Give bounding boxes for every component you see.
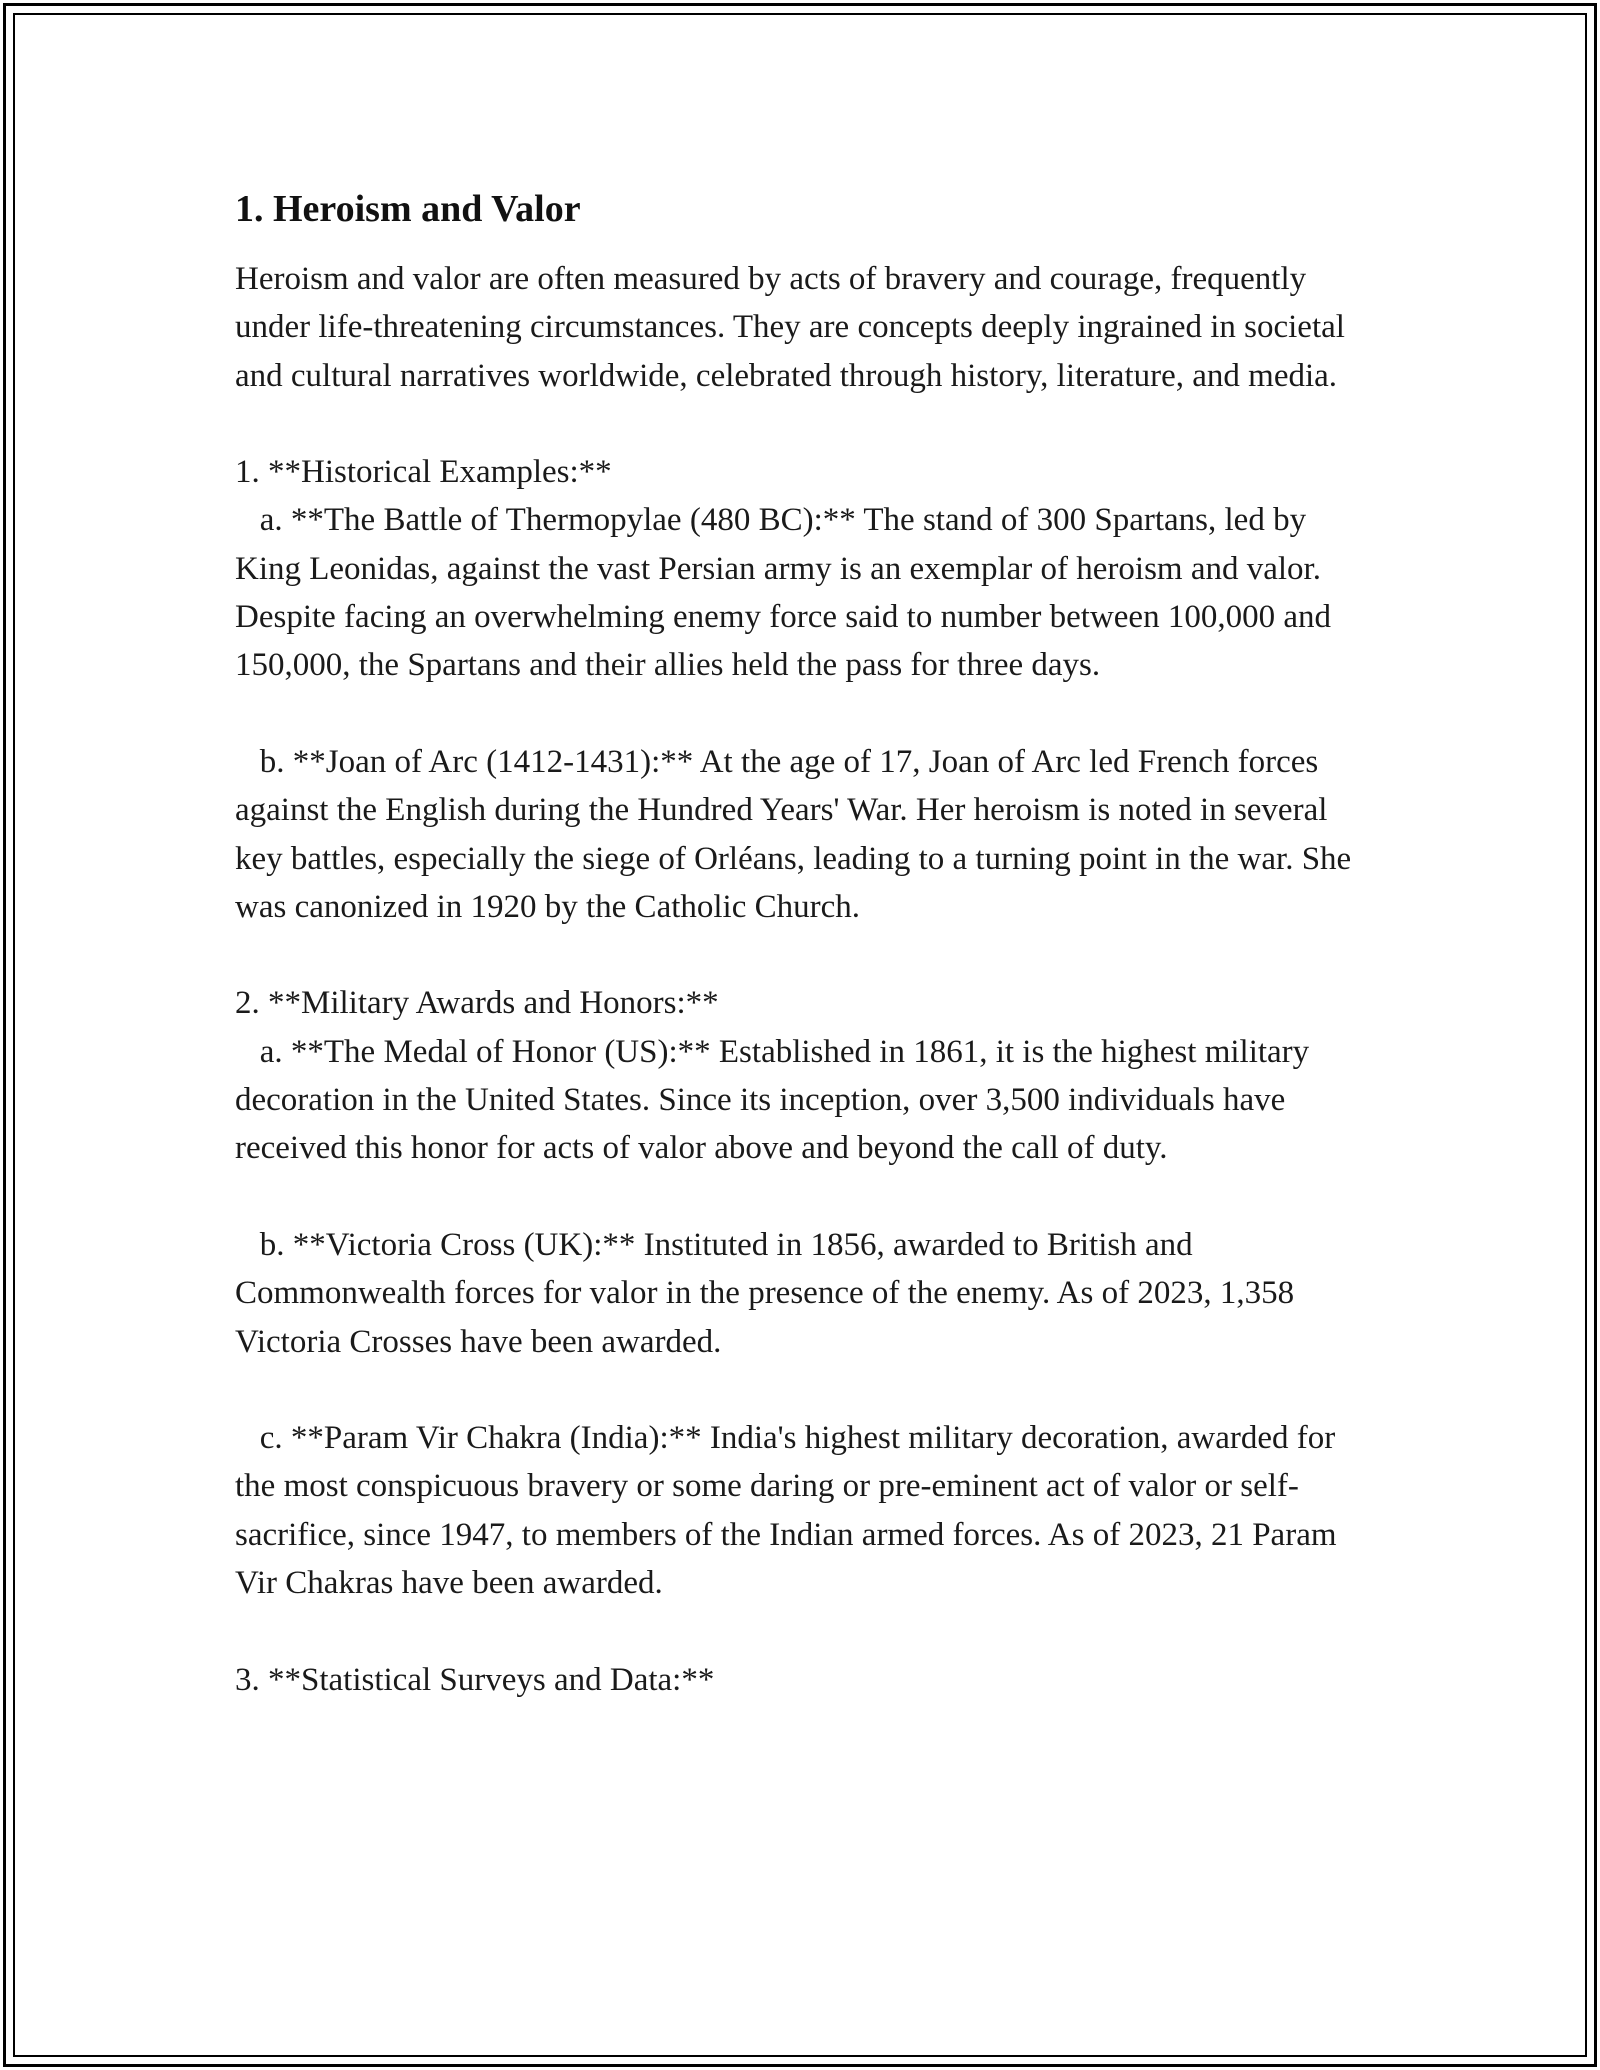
list-item-joan-of-arc: b. **Joan of Arc (1412-1431):** At the age of 17, Joan of Arc led French forces against the English during the Hundred Years' War. Her heroism is noted in several key battles, especially the siege of Orléans, leading to a turning point in the war. She was canonized in 1920 by the Catholic Church.: [235, 743, 1360, 925]
spacer: [235, 1607, 1380, 1655]
spacer: [235, 690, 1380, 738]
list-item-param-vir-chakra: c. **Param Vir Chakra (India):** India's highest military decoration, awarded for the most conspicuous bravery or some daring or pre-eminent act of valor or self-sacrifice, since 1947, to members of the Indian armed forces. As of 2023, 21 Param Vir Chakras have been awarded.: [235, 1420, 1345, 1602]
spacer: [235, 1173, 1380, 1221]
spacer: [235, 931, 1380, 979]
military-awards-heading: 2. **Military Awards and Honors:**: [235, 985, 719, 1022]
spacer: [235, 1366, 1380, 1414]
document-body: [235, 185, 1380, 1704]
list-item-thermopylae: a. **The Battle of Thermopylae (480 BC):** The stand of 300 Spartans, led by King Leonidas, against the vast Persian army is an exemplar of heroism and valor. Despite facing an overwhelming enemy force said to number between 100,000 and 150,000, the Spartans and their allies held the pass for three days.: [235, 502, 1340, 684]
intro-paragraph: Heroism and valor are often measured by acts of bravery and courage, frequently under life-threatening circumstances. They are concepts deeply ingrained in societal and cultural narratives worldwide, celebrated through history, literature, and media.: [235, 261, 1354, 394]
statistical-surveys-heading: 3. **Statistical Surveys and Data:**: [235, 1661, 715, 1698]
list-item-victoria-cross: b. **Victoria Cross (UK):** Instituted in 1856, awarded to British and Commonwealth forces for valor in the presence of the enemy. As of 2023, 1,358 Victoria Crosses have been awarded.: [235, 1226, 1302, 1360]
section-title: 1. Heroism and Valor: [235, 188, 581, 230]
spacer: [235, 400, 1380, 448]
list-item-medal-of-honor: a. **The Medal of Honor (US):** Established in 1861, it is the highest military decoration in the United States. Since its inception, over 3,500 individuals have received this honor for acts of valor above and beyond the call of duty.: [235, 1033, 1318, 1167]
historical-examples-heading: 1. **Historical Examples:**: [235, 454, 612, 491]
